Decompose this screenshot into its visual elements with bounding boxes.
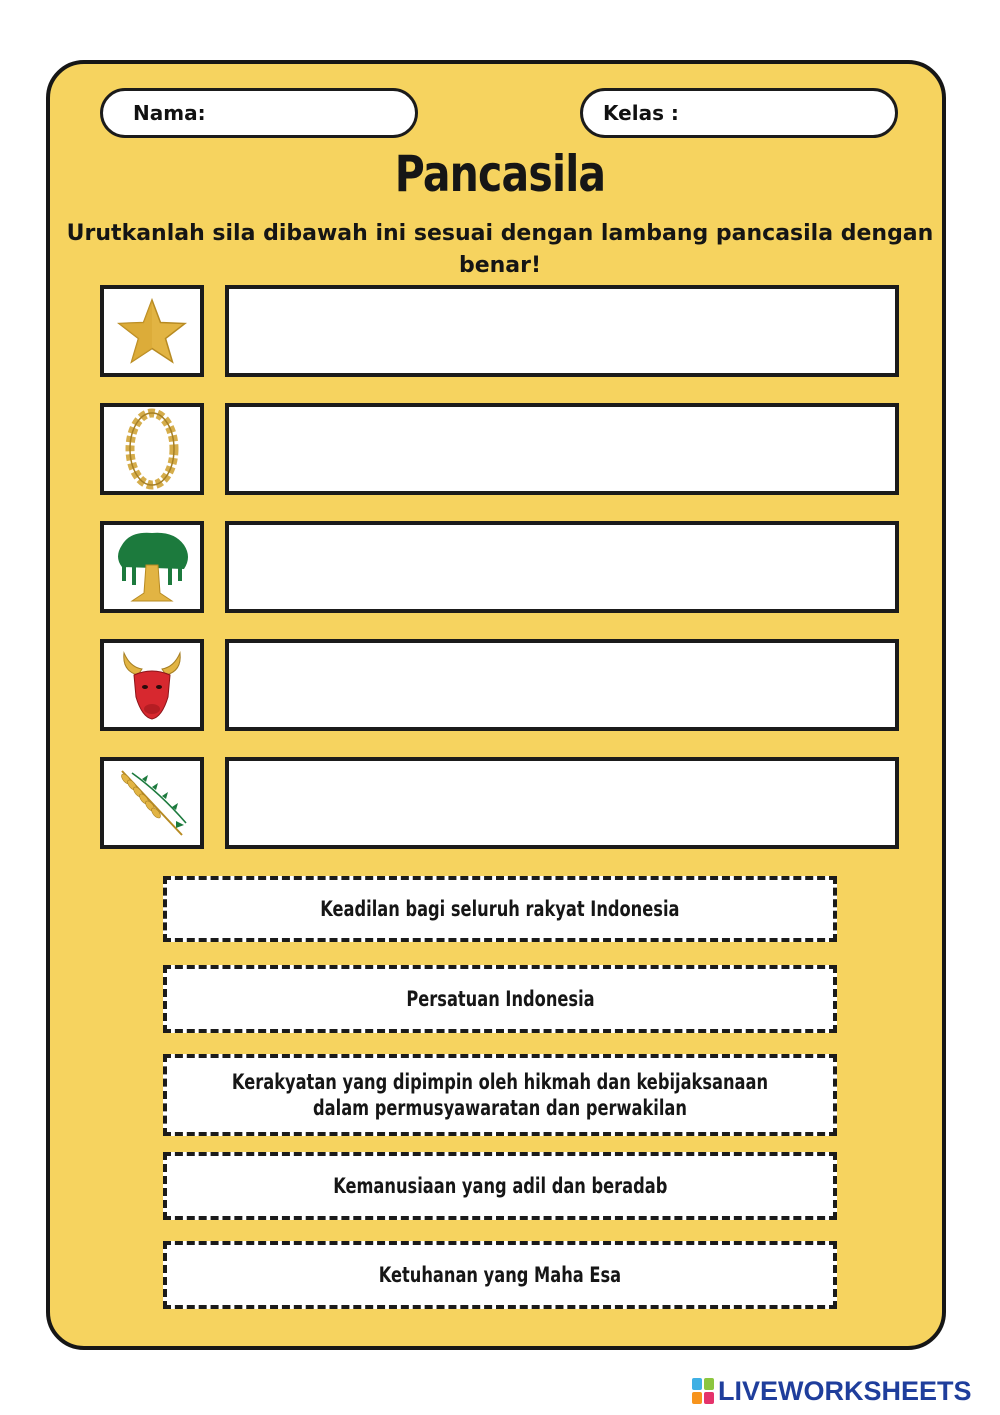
symbol-box-4 [100, 639, 204, 731]
choice-card-2[interactable] [163, 965, 837, 1033]
choice-text-4: Kemanusiaan yang adil dan beradab [332, 1174, 668, 1198]
rice-cotton-icon [112, 763, 192, 843]
choice-card-3[interactable] [163, 1054, 837, 1136]
answer-slot-2[interactable] [225, 403, 899, 495]
choice-card-4[interactable] [163, 1152, 837, 1220]
logo-text: LIVEWORKSHEETS [718, 1375, 972, 1406]
liveworksheets-logo-icon [692, 1378, 714, 1404]
name-field[interactable] [100, 88, 418, 138]
banyan-tree-icon [108, 527, 196, 607]
symbol-box-5 [100, 757, 204, 849]
star-icon [117, 298, 187, 364]
choice-text-3: Kerakyatan yang dipimpin oleh hikmah dan kebijaksanaan dalam permusyawaratan dan perwakilan [231, 1070, 769, 1120]
symbol-box-2 [100, 403, 204, 495]
choice-card-1[interactable] [163, 876, 837, 942]
answer-slot-3[interactable] [225, 521, 899, 613]
chain-icon [117, 408, 187, 490]
answer-slot-5[interactable] [225, 757, 899, 849]
class-label: Kelas : [603, 101, 679, 125]
choice-text-5: Ketuhanan yang Maha Esa [378, 1263, 622, 1287]
answer-slot-1[interactable] [225, 285, 899, 377]
answer-slot-4[interactable] [225, 639, 899, 731]
page-title: Pancasila [394, 145, 606, 203]
choice-text-1: Keadilan bagi seluruh rakyat Indonesia [320, 897, 680, 921]
symbol-box-3 [100, 521, 204, 613]
name-label: Nama: [133, 101, 206, 125]
symbol-box-1 [100, 285, 204, 377]
choice-card-5[interactable] [163, 1241, 837, 1309]
bull-head-icon [112, 645, 192, 725]
instruction-text: Urutkanlah sila dibawah ini sesuai dengan lambang pancasila dengan benar! [66, 221, 934, 278]
class-field[interactable] [580, 88, 898, 138]
choice-text-2: Persatuan Indonesia [405, 987, 595, 1011]
liveworksheets-logo[interactable] [692, 1374, 972, 1408]
